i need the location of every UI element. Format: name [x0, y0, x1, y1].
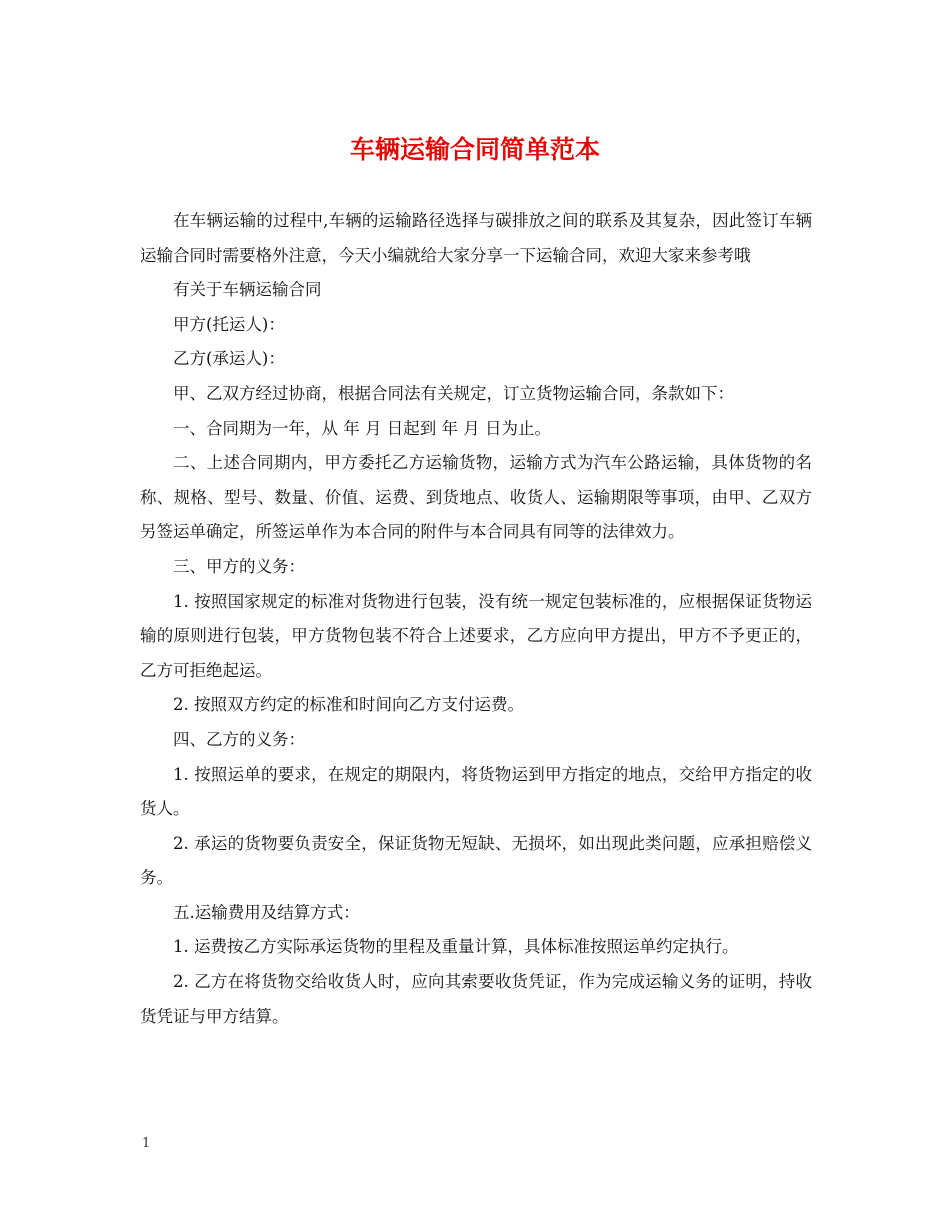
paragraph-party-a: 甲方(托运人)： — [173, 314, 285, 334]
paragraph-clause-5-item-2: 2. 乙方在将货物交给收货人时，应向其索要收货凭证，作为完成运输义务的证明，持收货凭证与甲方结算。 — [140, 972, 812, 1026]
paragraph-clause-3-item-1: 1. 按照国家规定的标准对货物进行包装，没有统一规定包装标准的，应根据保证货物运输的原则进行包装，甲方货物包装不符合上述要求，乙方应向甲方提出，甲方不予更正的，乙方可拒绝起运。 — [140, 591, 812, 680]
paragraph-heading: 有关于车辆运输合同 — [173, 280, 322, 300]
paragraph-clause-3-item-2: 2. 按照双方约定的标准和时间向乙方支付运费。 — [173, 695, 524, 715]
paragraph-party-b: 乙方(承运人)： — [173, 349, 285, 369]
paragraph-clause-5-heading: 五.运输费用及结算方式： — [173, 902, 360, 922]
page-number: 1 — [142, 1136, 151, 1151]
paragraph-agreement: 甲、乙双方经过协商，根据合同法有关规定，订立货物运输合同，条款如下： — [173, 383, 734, 403]
paragraph-clause-3-heading: 三、甲方的义务： — [173, 556, 305, 576]
document-body — [140, 204, 812, 1034]
paragraph-clause-1: 一、合同期为一年，从 年 月 日起到 年 月 日为止。 — [173, 418, 551, 438]
paragraph-clause-4-item-2: 2. 承运的货物要负责安全，保证货物无短缺、无损坏，如出现此类问题，应承担赔偿义务。 — [140, 833, 812, 888]
paragraph-clause-2: 二、上述合同期内，甲方委托乙方运输货物，运输方式为汽车公路运输，具体货物的名称、规格、型号、数量、价值、运费、到货地点、收货人、运输期限等事项，由甲、乙双方另签运单确定，所签运单作为本合同的附件与本合同具有同等的法律效力。 — [140, 453, 812, 542]
paragraph-clause-5-item-1: 1. 运费按乙方实际承运货物的里程及重量计算，具体标准按照运单约定执行。 — [173, 937, 739, 957]
paragraph-intro: 在车辆运输的过程中,车辆的运输路径选择与碳排放之间的联系及其复杂，因此签订车辆运输合同时需要格外注意，今天小编就给大家分享一下运输合同，欢迎大家来参考哦 — [140, 211, 812, 265]
document-title: 车辆运输合同简单范本 — [349, 135, 600, 164]
paragraph-clause-4-heading: 四、乙方的义务： — [173, 729, 305, 749]
paragraph-clause-4-item-1: 1. 按照运单的要求，在规定的期限内，将货物运到甲方指定的地点，交给甲方指定的收货人。 — [140, 764, 812, 819]
